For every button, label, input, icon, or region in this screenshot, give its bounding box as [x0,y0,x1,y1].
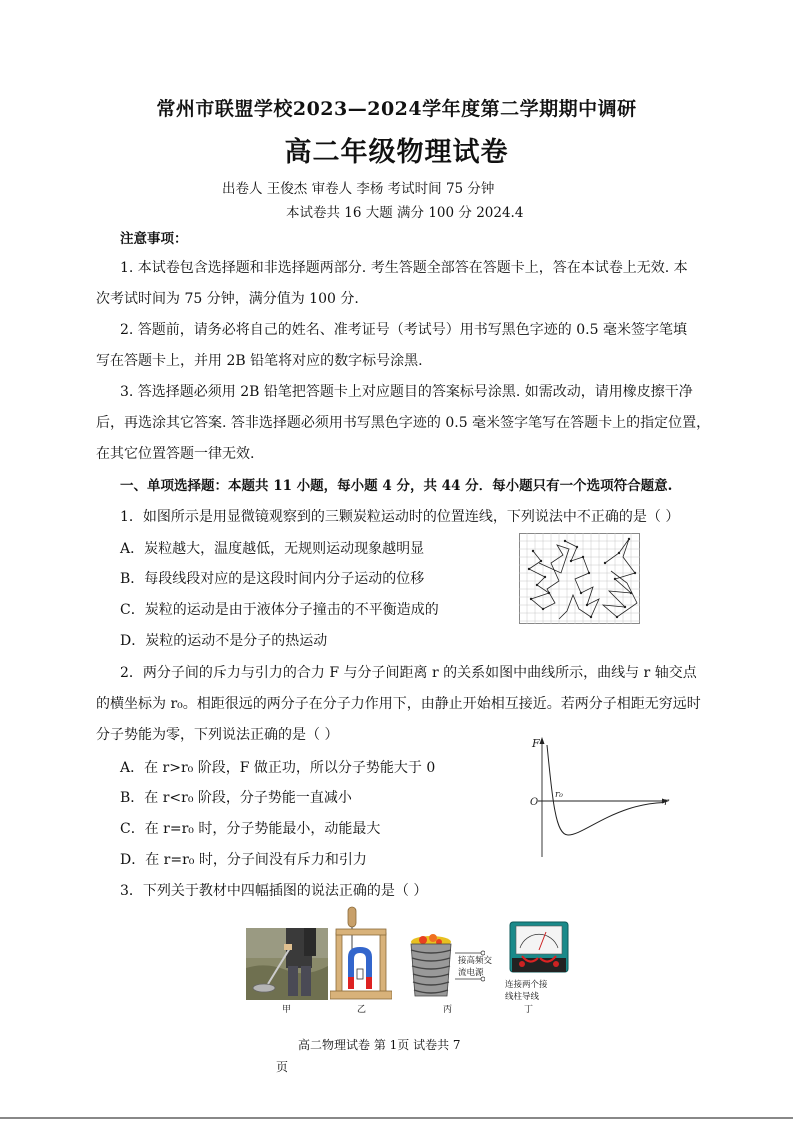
metal-detector-photo [246,928,328,1000]
notice-heading: 注意事项： [120,231,188,247]
footer-page-info: 高二物理试卷 第 1页 试卷共 7 [298,1038,461,1052]
notice-line-3: 2. 答题前，请务必将自己的姓名、准考证号（考试号）用书写黑色字迹的 0.5 毫米签字笔填 [120,322,687,338]
q2-option-c: C．在 r=r₀ 时，分子势能最小，动能最大 [120,821,381,837]
induction-furnace-figure [405,932,457,1000]
graph-x-label: r [664,797,669,808]
ding-annotation-1: 连接两个接 [505,980,548,990]
q2-stem-line-1: 2．两分子间的斥力与引力的合力 F 与分子间距离 r 的关系如图中曲线所示，曲线与 r 轴交点 [120,665,697,681]
q2-option-a: A．在 r>r₀ 阶段，F 做正功，所以分子势能大于 0 [120,760,436,776]
graph-y-label: F [532,737,540,750]
force-distance-graph [528,735,673,860]
figure-label-yi: 乙 [357,1005,367,1015]
figure-label-bing: 丙 [443,1005,453,1015]
figure-label-jia: 甲 [282,1005,292,1015]
page-bottom-border [0,1117,793,1119]
q1-stem: 1．如图所示是用显微镜观察到的三颗炭粒运动时的位置连线，下列说法中不正确的是（ ） [120,509,680,525]
ammeter-figure [508,918,570,976]
q2-option-d: D．在 r=r₀ 时，分子间没有斥力和引力 [120,852,367,868]
notice-line-4: 写在答题卡上，并用 2B 铅笔将对应的数字标号涂黑. [96,353,423,369]
footer-page-info-wrap: 页 [276,1060,289,1074]
q2-stem-line-3: 分子势能为零，下列说法正确的是（ ） [96,727,339,743]
q3-stem: 3．下列关于教材中四幅插图的说法正确的是（ ） [120,883,428,899]
graph-origin-label: O [530,797,539,808]
q2-stem-line-2: 的横坐标为 r₀。相距很远的两分子在分子力作用下，由静止开始相互接近。若两分子相距无穷远时 [96,696,701,712]
q1-option-d: D．炭粒的运动不是分子的热运动 [120,633,328,649]
magnet-frame-figure [330,905,392,1002]
bing-annotation-1: 接高频交 [458,956,493,966]
notice-line-2: 次考试时间为 75 分钟，满分值为 100 分. [96,291,359,307]
notice-line-1: 1. 本试卷包含选择题和非选择题两部分. 考生答题全部答在答题卡上，答在本试卷上无效. 本 [120,260,688,276]
graph-r0-label: r₀ [555,790,563,800]
meta-line-1: 出卷人 王俊杰 审卷人 李杨 考试时间 75 分钟 [222,181,495,197]
ding-annotation-2: 线柱导线 [505,992,540,1002]
figure-label-ding: 丁 [524,1005,534,1015]
notice-line-6: 后，再选涂其它答案. 答非选择题必须用书写黑色字迹的 0.5 毫米签字笔写在答题卡上的指定位置， [96,415,711,431]
q1-option-c: C．炭粒的运动是由于液体分子撞击的不平衡造成的 [120,602,439,618]
brownian-motion-figure [519,533,640,624]
notice-line-5: 3. 答选择题必须用 2B 铅笔把答题卡上对应题目的答案标号涂黑. 如需改动，请用橡皮擦干净 [120,384,693,400]
q1-option-b: B．每段线段对应的是这段时间内分子运动的位移 [120,571,425,587]
q1-option-a: A．炭粒越大，温度越低，无规则运动现象越明显 [120,541,425,557]
school-line: 常州市联盟学校2023—2024学年度第二学期期中调研 [156,98,637,120]
section-1-heading: 一、单项选择题：本题共 11 小题，每小题 4 分，共 44 分．每小题只有一个选项符合题意. [120,478,673,494]
notice-line-7: 在其它位置答题一律无效. [96,446,255,462]
q2-option-b: B．在 r<r₀ 阶段，分子势能一直减小 [120,790,352,806]
bing-annotation-2: 流电源 [458,968,484,978]
exam-title: 高二年级物理试卷 [284,137,509,168]
meta-line-2: 本试卷共 16 大题 满分 100 分 2024.4 [286,205,524,221]
